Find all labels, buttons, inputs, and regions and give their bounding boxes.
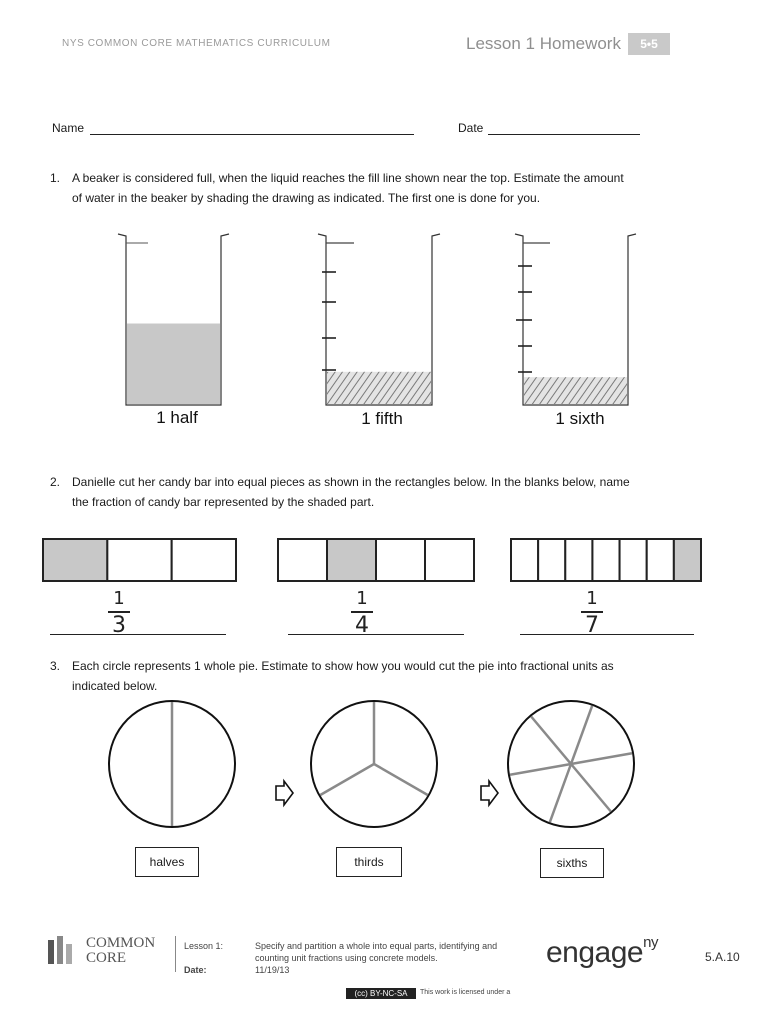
candy-piece [620, 539, 647, 581]
candy-bar-fourths [278, 539, 474, 581]
candy-bars-figure [0, 536, 768, 586]
cut-line [571, 706, 592, 764]
answer-blank-1[interactable] [50, 620, 226, 635]
engage-sup: ny [643, 934, 658, 951]
common-core-icon [48, 936, 76, 964]
q3-text-line1: Each circle represents 1 whole pie. Estimate to show how you would cut the pie into fractional units as [72, 659, 614, 673]
beaker-sixth [515, 234, 636, 405]
q3-text-line2: indicated below. [72, 679, 158, 693]
pie-label-thirds: thirds [336, 847, 402, 877]
answer-denominator: 3 [112, 613, 126, 638]
candy-piece [592, 539, 619, 581]
candy-piece [511, 539, 538, 581]
page-number: 5.A.10 [705, 950, 740, 964]
shaded-piece [327, 539, 376, 581]
candy-piece [172, 539, 236, 581]
pie-sixths [508, 701, 634, 827]
answer-numerator: 1 [356, 588, 368, 609]
answer-denominator: 4 [355, 613, 369, 638]
common-core-brand [86, 936, 155, 966]
candy-piece [647, 539, 674, 581]
cut-line [320, 764, 374, 795]
candy-piece [278, 539, 327, 581]
q1-text-line1: A beaker is considered full, when the liquid reaches the fill line shown near the top. Estimate the amount [72, 171, 624, 185]
answer-denominator: 7 [585, 613, 599, 638]
cut-line [374, 764, 428, 795]
name-label: Name [52, 121, 85, 135]
footer-date-label: Date: [184, 965, 207, 975]
arrow-icon [481, 781, 498, 805]
lesson-desc-line-2: counting unit fractions using concrete models. [255, 953, 438, 963]
shaded-piece [43, 539, 107, 581]
pie-label-halves: halves [135, 847, 199, 877]
q1-text-line2: of water in the beaker by shading the drawing as indicated. The first one is done for you. [72, 191, 541, 205]
cut-line [531, 717, 571, 764]
engage-ny-logo [546, 936, 658, 970]
curriculum-header: NYS COMMON CORE MATHEMATICS CURRICULUM [62, 38, 331, 49]
footer-lesson-desc [255, 940, 525, 976]
pie-cuts [510, 706, 632, 823]
candy-piece [538, 539, 565, 581]
pie-cuts [320, 702, 427, 795]
cut-line [550, 764, 571, 822]
candy-piece [565, 539, 592, 581]
candy-bar-sevenths [511, 539, 701, 581]
q2-prompt [72, 472, 692, 512]
q2-text-line2: the fraction of candy bar represented by the shaded part. [72, 495, 375, 509]
beaker-fifth [318, 234, 440, 405]
q3-number: 3. [50, 659, 61, 673]
cut-line [510, 764, 571, 775]
beakers-figure [0, 222, 768, 412]
candy-piece [107, 539, 171, 581]
pies-figure [0, 696, 768, 836]
answer-numerator: 1 [113, 588, 125, 609]
q1-number: 1. [50, 171, 61, 185]
lesson-desc-line-1: Specify and partition a whole into equal parts, identifying and [255, 941, 498, 951]
q2-text-line1: Danielle cut her candy bar into equal pieces as shown in the rectangles below. In the blanks below, name [72, 475, 630, 489]
beaker-liquid [327, 372, 431, 404]
q1-prompt [72, 168, 692, 208]
pie-thirds [311, 701, 437, 827]
common-core-logo [48, 936, 76, 969]
footer-divider [175, 936, 176, 972]
footer-date-value: 11/19/13 [255, 965, 290, 975]
beaker-liquid [127, 324, 220, 405]
q2-number: 2. [50, 475, 61, 489]
cc-license-badge: (cc) BY-NC-SA [346, 988, 416, 999]
beaker-liquid [524, 377, 627, 404]
cut-line [571, 764, 611, 811]
beaker-caption-2: 1 fifth [361, 409, 403, 428]
shaded-piece [674, 539, 701, 581]
candy-piece [376, 539, 425, 581]
arrow-icon [276, 781, 293, 805]
license-text: This work is licensed under a [420, 989, 511, 996]
pie-label-sixths: sixths [540, 848, 604, 878]
lesson-title: Lesson 1 Homework [466, 34, 621, 53]
pie-halves [109, 701, 235, 827]
beaker-half [118, 234, 229, 405]
name-field[interactable] [90, 120, 414, 135]
footer-lesson-label: Lesson 1: [184, 941, 224, 951]
answer-numerator: 1 [586, 588, 598, 609]
answer-blank-3[interactable] [520, 620, 694, 635]
grade-badge: 5•5 [628, 33, 670, 55]
brand-line-1: COMMON [86, 935, 156, 951]
cut-line [571, 753, 632, 764]
date-field[interactable] [488, 120, 640, 135]
answer-blank-2[interactable] [288, 620, 464, 635]
date-label: Date [458, 121, 484, 135]
beaker-caption-1: 1 half [156, 408, 198, 427]
candy-bar-thirds [43, 539, 236, 581]
q3-prompt [72, 656, 692, 696]
engage-text: engage [546, 936, 644, 969]
brand-line-2: CORE [86, 950, 127, 966]
beaker-caption-3: 1 sixth [555, 409, 605, 428]
candy-piece [425, 539, 474, 581]
